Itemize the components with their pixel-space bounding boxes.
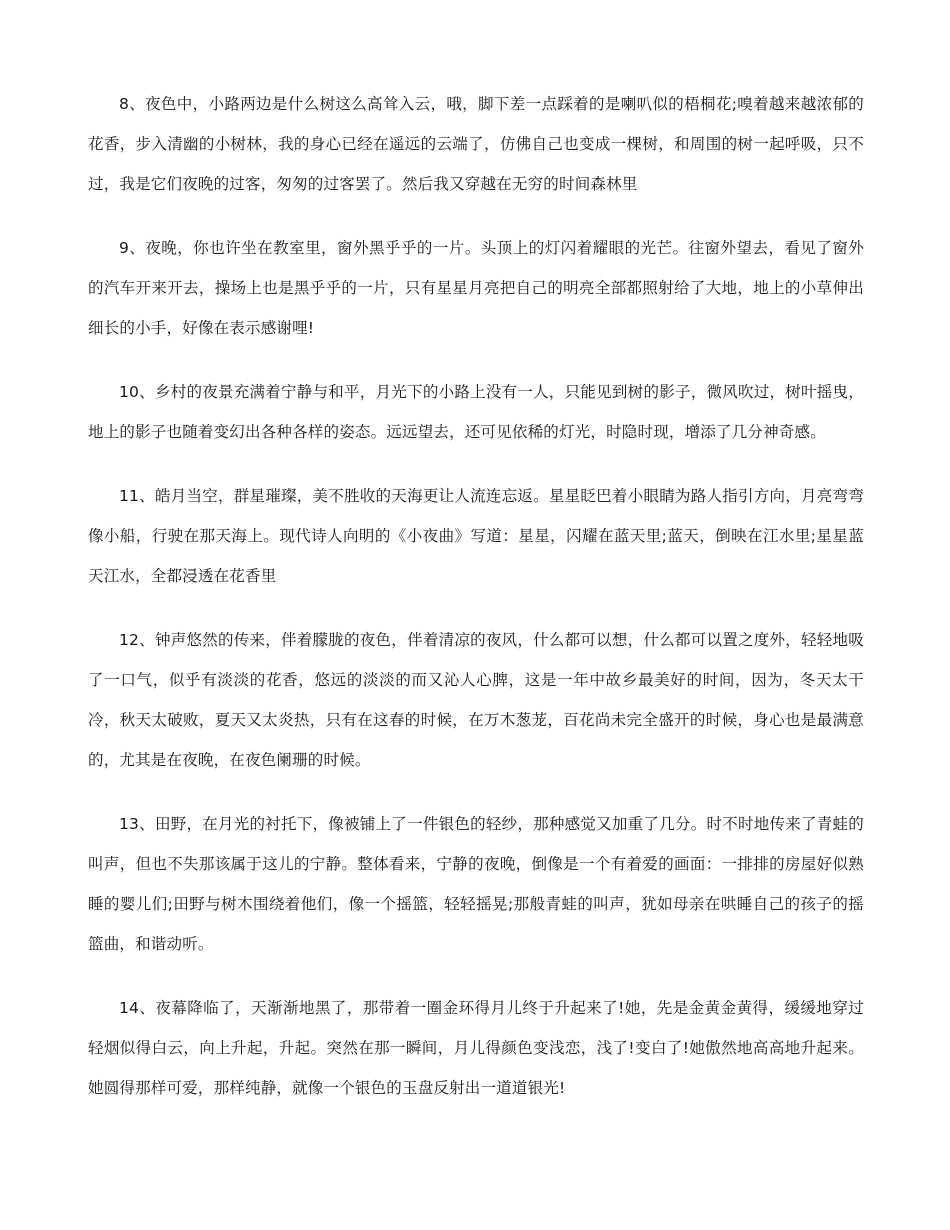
document-page [88,84,864,1132]
paragraph-12: 12、钟声悠然的传来，伴着朦胧的夜色，伴着清凉的夜风，什么都可以想，什么都可以置之度外，轻轻地吸了一口气，似乎有淡淡的花香，悠远的淡淡的而又沁人心脾，这是一年中故乡最美好的时间，因为，冬天太干冷，秋天太破败，夏天又太炎热，只有在这春的时候，在万木葱茏，百花尚未完全盛开的时候，身心也是最满意的，尤其是在夜晚，在夜色阑珊的时候。 [88,631,864,769]
paragraph-9: 9、夜晚，你也许坐在教室里，窗外黑乎乎的一片。头顶上的灯闪着耀眼的光芒。往窗外望去，看见了窗外的汽车开来开去，操场上也是黑乎乎的一片，只有星星月亮把自己的明亮全部都照射给了大地，地上的小草伸出细长的小手，好像在表示感谢哩! [88,239,864,337]
paragraph-10: 10、乡村的夜景充满着宁静与和平，月光下的小路上没有一人，只能见到树的影子，微风吹过，树叶摇曳，地上的影子也随着变幻出各种各样的姿态。远远望去，还可见依稀的灯光，时隐时现，增添了几分神奇感。 [88,383,864,441]
paragraph-14: 14、夜幕降临了，天渐渐地黑了，那带着一圈金环得月儿终于升起来了!她，先是金黄金黄得，缓缓地穿过轻烟似得白云，向上升起，升起。突然在那一瞬间，月儿得颜色变浅恋，浅了!变白了!她傲然地高高地升起来。她圆得那样可爱，那样纯静，就像一个银色的玉盘反射出一道道银光! [88,999,864,1097]
paragraph-11: 11、皓月当空，群星璀璨，美不胜收的天海更让人流连忘返。星星眨巴着小眼睛为路人指引方向，月亮弯弯像小船，行驶在那天海上。现代诗人向明的《小夜曲》写道：星星，闪耀在蓝天里;蓝天，倒映在江水里;星星蓝天江水，全都浸透在花香里 [88,487,864,585]
paragraph-13: 13、田野，在月光的衬托下，像被铺上了一件银色的轻纱，那种感觉又加重了几分。时不时地传来了青蛙的叫声，但也不失那该属于这儿的宁静。整体看来，宁静的夜晚，倒像是一个有着爱的画面：一排排的房屋好似熟睡的婴儿们;田野与树木围绕着他们，像一个摇篮，轻轻摇晃;那般青蛙的叫声，犹如母亲在哄睡自己的孩子的摇篮曲，和谐动听。 [88,815,864,953]
paragraph-8: 8、夜色中，小路两边是什么树这么高耸入云，哦，脚下差一点踩着的是喇叭似的梧桐花;嗅着越来越浓郁的花香，步入清幽的小树林，我的身心已经在遥远的云端了，仿佛自己也变成一棵树，和周围的树一起呼吸，只不过，我是它们夜晚的过客，匆匆的过客罢了。然后我又穿越在无穷的时间森林里 [88,95,864,193]
